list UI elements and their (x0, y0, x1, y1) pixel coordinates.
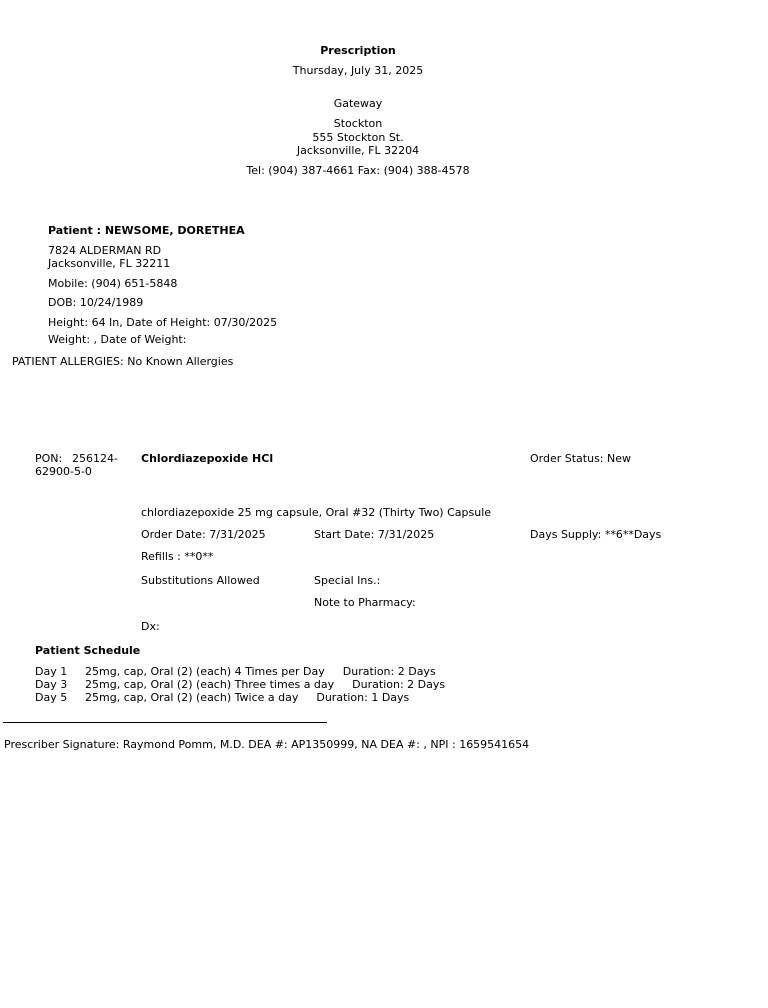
pharmacy-location: Stockton (333, 117, 383, 130)
patient-weight: Weight: , Date of Weight: (48, 333, 187, 346)
signature-line (3, 722, 327, 723)
drug-sig: chlordiazepoxide 25 mg capsule, Oral #32 (Thirty Two) Capsule (141, 506, 492, 519)
schedule-duration: Duration: 2 Days (352, 678, 446, 691)
patient-height: Height: 64 In, Date of Height: 07/30/2025 (48, 316, 278, 329)
document-title: Prescription (320, 44, 396, 57)
pharmacy-contact: Tel: (904) 387-4661 Fax: (904) 388-4578 (246, 164, 470, 177)
diagnosis: Dx: (141, 620, 160, 633)
patient-name: Patient : NEWSOME, DORETHEA (48, 224, 245, 237)
schedule-title: Patient Schedule (35, 644, 141, 657)
patient-mobile: Mobile: (904) 651-5848 (48, 277, 178, 290)
special-instructions: Special Ins.: (314, 574, 381, 587)
schedule-duration: Duration: 2 Days (342, 665, 436, 678)
patient-allergies: PATIENT ALLERGIES: No Known Allergies (12, 355, 234, 368)
pon-value-part1: 256124- (72, 452, 118, 465)
days-supply: Days Supply: **6**Days (530, 528, 662, 541)
patient-dob: DOB: 10/24/1989 (48, 296, 144, 309)
patient-address-line2: Jacksonville, FL 32211 (48, 257, 171, 270)
schedule-row (35, 665, 436, 678)
schedule-day: Day 5 (35, 691, 68, 704)
document-date: Thursday, July 31, 2025 (292, 64, 424, 77)
refills: Refills : **0** (141, 550, 214, 563)
schedule-duration: Duration: 1 Days (316, 691, 410, 704)
schedule-dose: 25mg, cap, Oral (2) (each) Three times a day (85, 678, 335, 691)
schedule-row (35, 678, 445, 691)
prescriber-signature: Prescriber Signature: Raymond Pomm, M.D. DEA #: AP1350999, NA DEA #: , NPI : 1659541654 (4, 738, 530, 751)
substitutions: Substitutions Allowed (141, 574, 260, 587)
order-status: Order Status: New (530, 452, 632, 465)
schedule-day: Day 3 (35, 678, 68, 691)
schedule-row (35, 691, 409, 704)
schedule-day: Day 1 (35, 665, 68, 678)
pharmacy-address-line2: Jacksonville, FL 32204 (296, 144, 420, 157)
patient-address-line1: 7824 ALDERMAN RD (48, 244, 162, 257)
order-date: Order Date: 7/31/2025 (141, 528, 266, 541)
schedule-dose: 25mg, cap, Oral (2) (each) 4 Times per Day (85, 665, 325, 678)
pon-label: PON: (35, 452, 63, 465)
pharmacy-address-line1: 555 Stockton St. (312, 131, 404, 144)
start-date: Start Date: 7/31/2025 (314, 528, 435, 541)
note-to-pharmacy: Note to Pharmacy: (314, 596, 416, 609)
pon-value-part2: 62900-5-0 (35, 465, 92, 478)
drug-name: Chlordiazepoxide HCl (141, 452, 274, 465)
schedule-dose: 25mg, cap, Oral (2) (each) Twice a day (85, 691, 299, 704)
pharmacy-name: Gateway (333, 97, 383, 110)
